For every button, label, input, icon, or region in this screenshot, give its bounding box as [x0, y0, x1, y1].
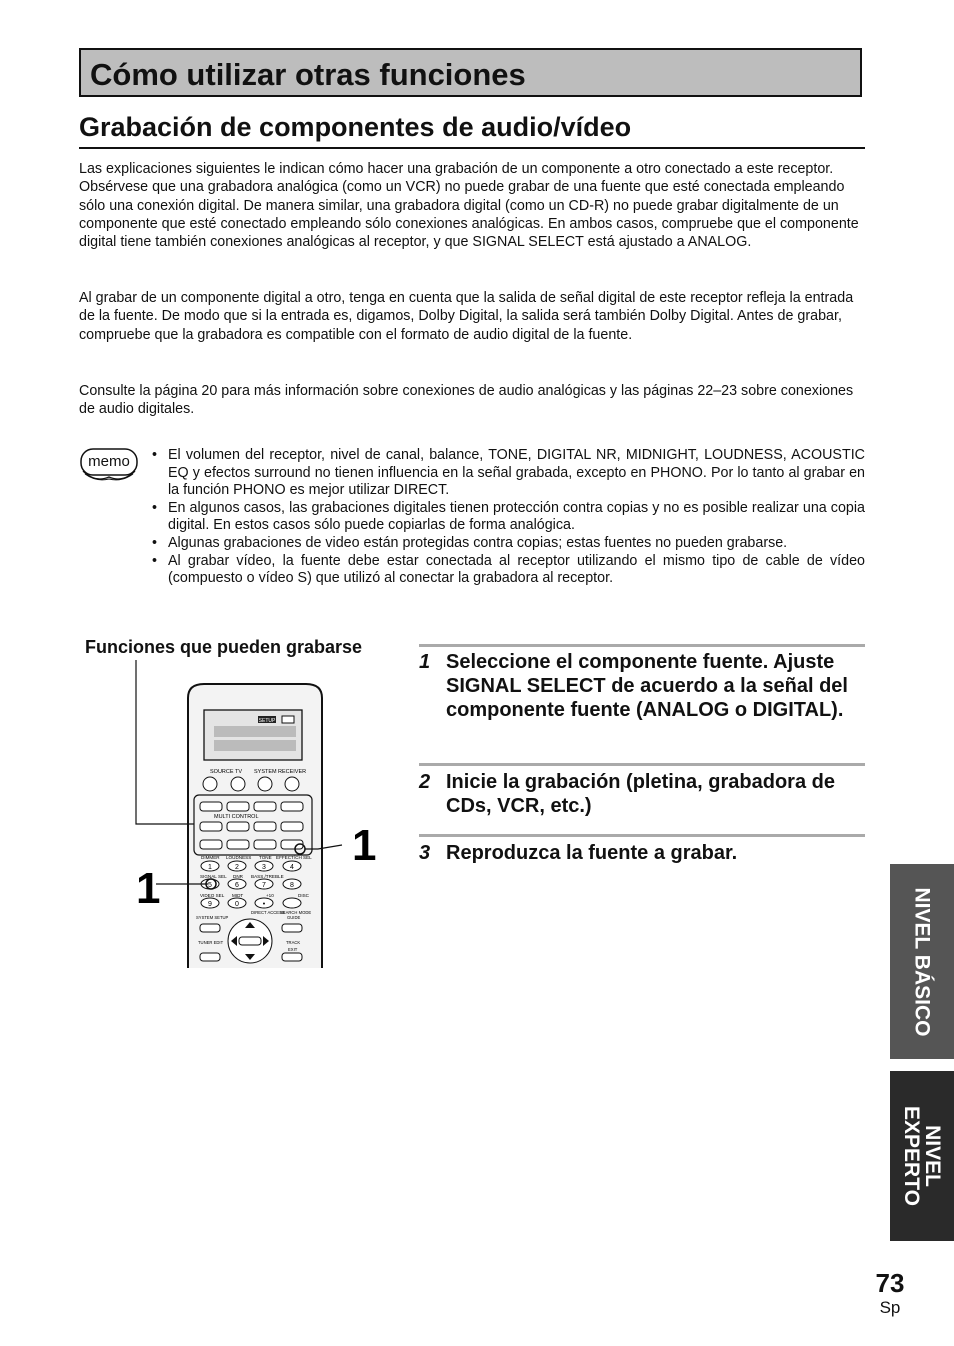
- reference-paragraph: Consulte la página 20 para más información sobre conexiones de audio analógicas y las páginas 22–23 sobre conexiones de audio digitales.: [79, 383, 854, 418]
- step-text: Inicie la grabación (pletina, grabadora de CDs, VCR, etc.): [446, 771, 835, 817]
- keypad-digit: 0: [235, 901, 239, 908]
- keypad-digit: 4: [290, 864, 294, 871]
- keypad-digit: 9: [208, 901, 212, 908]
- step-number: 3: [419, 842, 431, 864]
- svg-text:SETUP: SETUP: [258, 718, 276, 724]
- system-button[interactable]: [258, 777, 272, 791]
- section-title: Grabación de componentes de audio/vídeo: [79, 112, 632, 142]
- function-leader-line: [136, 660, 194, 824]
- svg-text:DISC: DISC: [298, 893, 309, 898]
- step-divider: [419, 644, 865, 647]
- enter-button[interactable]: [239, 937, 261, 945]
- svg-text:TRACK: TRACK: [286, 940, 301, 945]
- keypad-digit: 6: [235, 882, 239, 889]
- note-item: • En algunos casos, las grabaciones digitales tienen protección contra copias y no es posible realizar una copia digital. En estos casos sólo puede copiarlas de forma analógica.: [152, 500, 865, 535]
- step-number: 1: [419, 651, 431, 673]
- svg-text:DIMMER: DIMMER: [201, 855, 220, 860]
- svg-text:EFFECT/CH SEL: EFFECT/CH SEL: [276, 855, 312, 860]
- keypad-button[interactable]: [283, 898, 301, 908]
- memo-notes: [152, 447, 865, 588]
- intro-paragraph: Las explicaciones siguientes le indican cómo hacer una grabación de un componente a otro conectado a este receptor. Obsérvese que una grabadora analógica (como un VCR) no puede grabar de una fuente que esté conectada empleando sólo una conexión digital. De manera similar, una grabadora digital (como un CD-R) no puede grabar digitalmente de un componente que esté conectado empleando sólo conexiones analógicas. En ambos casos, compruebe que el componente digital tiene también conexiones analógicas al receptor, y que SIGNAL SELECT está ajustado a ANALOG.: [79, 161, 859, 251]
- svg-text:TONE: TONE: [259, 855, 272, 860]
- keypad-digit: •: [262, 901, 266, 908]
- power-button[interactable]: [203, 777, 217, 791]
- step-number: 2: [419, 771, 431, 793]
- note-item: • Al grabar vídeo, la fuente debe estar conectada al receptor utilizando el mismo tipo de cable de vídeo (compuesto o vídeo S) que utilizó al conectar la grabadora al receptor.: [152, 553, 865, 588]
- svg-text:LOUDNESS: LOUDNESS: [226, 855, 252, 860]
- note-item: • Algunas grabaciones de video están protegidas contra copias; estas fuentes no pueden grabarse.: [152, 535, 865, 553]
- svg-text:GUIDE: GUIDE: [287, 915, 301, 920]
- keypad-digit: 2: [235, 864, 239, 871]
- remote-control-illustration: [80, 660, 400, 980]
- keypad-digit: 7: [262, 882, 266, 889]
- tab-label: NIVEL BÁSICO: [910, 887, 934, 1036]
- chapter-title: Cómo utilizar otras funciones: [90, 57, 526, 92]
- svg-text:TUNER EDIT: TUNER EDIT: [198, 940, 224, 945]
- step-3: [419, 841, 865, 865]
- svg-text:DNR: DNR: [233, 874, 243, 879]
- section-header: [79, 112, 865, 149]
- note-item: • El volumen del receptor, nivel de canal, balance, TONE, DIGITAL NR, MIDNIGHT, LOUDNESS, ACOUSTIC EQ y efectos surround no tienen influencia en la señal grabada, excepto en PHONO. Por lo tanto al grabar en la función PHONO es mejor utilizar DIRECT.: [152, 447, 865, 500]
- svg-text:EXIT: EXIT: [288, 947, 298, 952]
- step-2: [419, 770, 865, 818]
- svg-text:+10: +10: [266, 893, 274, 898]
- tab-nivel-basico[interactable]: [890, 864, 954, 1059]
- keypad-digit: 3: [262, 864, 266, 871]
- keypad-digit: 5: [208, 882, 212, 889]
- functions-title: Funciones que pueden grabarse: [85, 637, 363, 657]
- svg-text:VIDEO SEL: VIDEO SEL: [200, 893, 225, 898]
- svg-text:SOURCE: SOURCE: [210, 769, 234, 775]
- svg-text:SEARCH MODE: SEARCH MODE: [280, 910, 312, 915]
- svg-text:SYSTEM SETUP: SYSTEM SETUP: [196, 915, 229, 920]
- svg-text:BASS /TREBLE: BASS /TREBLE: [251, 874, 284, 879]
- memo-label: memo: [88, 453, 130, 470]
- tab-label: NIVEL EXPERTO: [900, 1106, 944, 1206]
- step-divider: [419, 763, 865, 766]
- receiver-button[interactable]: [285, 777, 299, 791]
- step-text: Reproduzca la fuente a grabar.: [446, 842, 738, 864]
- memo-icon: [80, 447, 138, 483]
- keypad-digit: 8: [290, 882, 294, 889]
- svg-text:SIGNAL SEL: SIGNAL SEL: [200, 874, 227, 879]
- page-language: Sp: [879, 1298, 901, 1317]
- callout-number-right: 1: [352, 821, 377, 870]
- step-1: [419, 650, 865, 722]
- multi-control-label: MULTI CONTROL: [214, 814, 259, 820]
- svg-text:DIRECT ACCESS: DIRECT ACCESS: [251, 910, 285, 915]
- step-text: Seleccione el componente fuente. Ajuste SIGNAL SELECT de acuerdo a la señal del componente fuente (ANALOG o DIGITAL).: [446, 651, 848, 721]
- svg-text:RECEIVER: RECEIVER: [278, 769, 307, 775]
- step-divider: [419, 834, 865, 837]
- digital-paragraph: Al grabar de un componente digital a otro, tenga en cuenta que la salida de señal digital de este receptor refleja la entrada de la fuente. De modo que si la entrada es, digamos, Dolby Digital, la salida será también Dolby Digital. Antes de grabar, compruebe que la grabadora es compatible con el formato de audio digital de la fuente.: [79, 290, 854, 343]
- svg-text:MIDT: MIDT: [232, 893, 244, 898]
- svg-text:TV: TV: [235, 769, 243, 775]
- page-number: 73: [875, 1268, 905, 1298]
- chapter-header: [79, 48, 862, 97]
- tab-nivel-experto[interactable]: [890, 1071, 954, 1241]
- callout-number-left: 1: [136, 864, 161, 913]
- keypad-digit: 1: [208, 864, 212, 871]
- tv-power-button[interactable]: [231, 777, 245, 791]
- svg-text:SYSTEM: SYSTEM: [254, 769, 277, 775]
